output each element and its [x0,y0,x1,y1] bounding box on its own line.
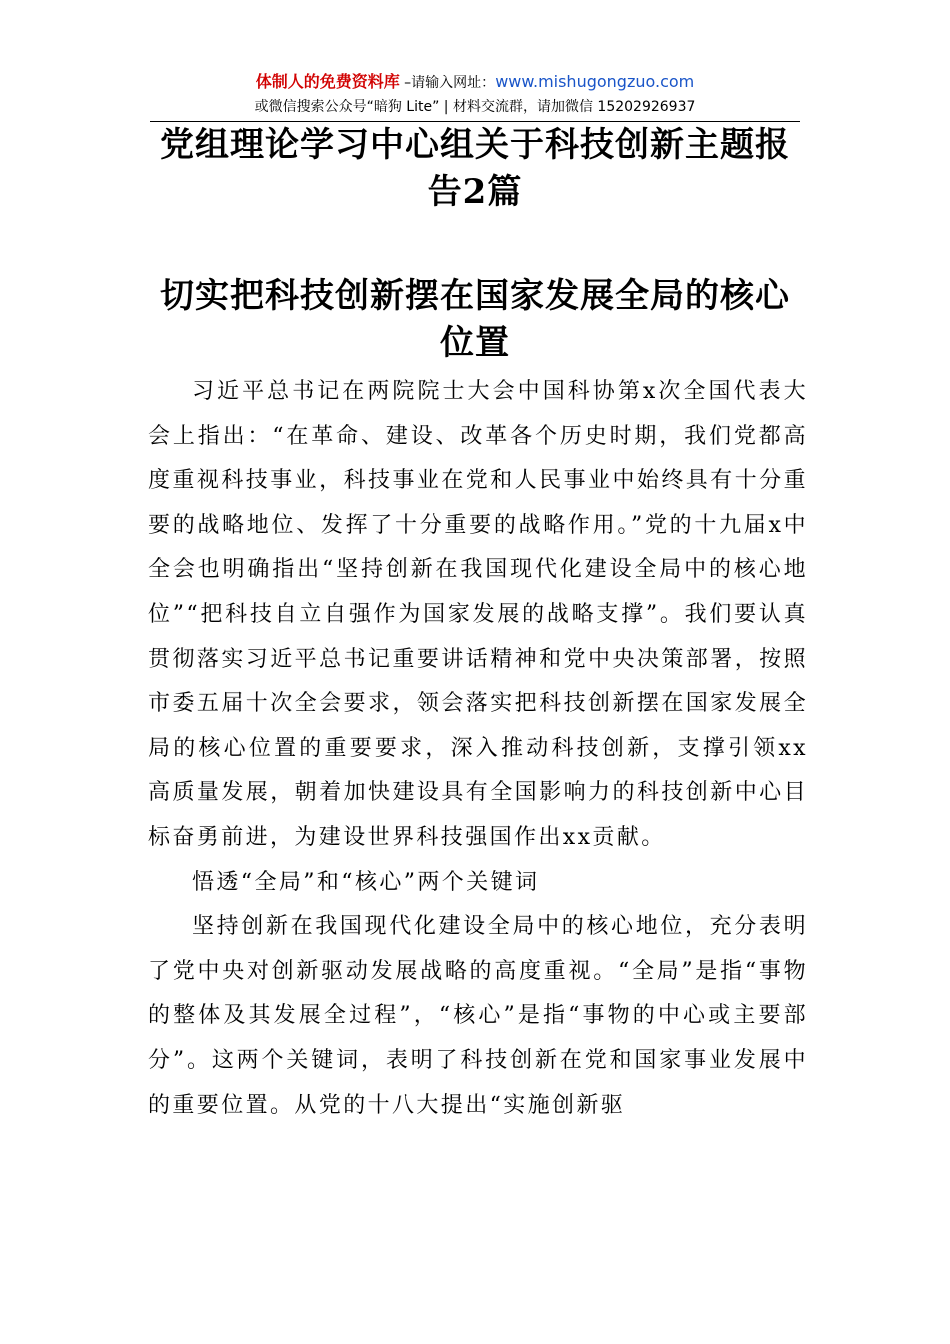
section-title: 切实把科技创新摆在国家发展全局的核心位置 [160,276,790,363]
header-brand: 体制人的免费资料库 [255,72,400,91]
header-url-link[interactable]: www.mishugongzuo.com [495,72,695,91]
paragraph-heading: 悟透“全局”和“核心”两个关键词 [192,869,540,895]
page-header [150,70,800,122]
document-title: 党组理论学习中心组关于科技创新主题报告2篇 [160,125,790,212]
header-line-2: 或微信搜索公众号“暗狗 Lite” | 材料交流群，请加微信 15202926937 [150,95,800,122]
paragraph-2: 坚持创新在我国现代化建设全局中的核心地位，充分表明了党中央对创新驱动发展战略的高度重视。“全局”是指“事物的整体及其发展全过程”，“核心”是指“事物的中心或主要部分”。这两个关键词，表明了科技创新在党和国家事业发展中的重要位置。从党的十八大提出“实施创新驱 [148,914,808,1118]
paragraph-1: 习近平总书记在两院院士大会中国科协第x次全国代表大会上指出：“在革命、建设、改革各个历史时期，我们党都高度重视科技事业，科技事业在党和人民事业中始终具有十分重要的战略地位、发挥了十分重要的战略作用。”党的十九届x中全会也明确指出“坚持创新在我国现代化建设全局中的核心地位”“把科技自立自强作为国家发展的战略支撑”。我们要认真贯彻落实习近平总书记重要讲话精神和党中央决策部署，按照市委五届十次全会要求，领会落实把科技创新摆在国家发展全局的核心位置的重要要求，深入推动科技创新，支撑引领xx高质量发展，朝着加快建设具有全国影响力的科技创新中心目标奋勇前进，为建设世界科技强国作出xx贡献。 [148,379,808,850]
document-body [148,370,808,1128]
header-prompt: –请输入网址： [399,75,496,91]
header-line-1 [150,70,800,95]
